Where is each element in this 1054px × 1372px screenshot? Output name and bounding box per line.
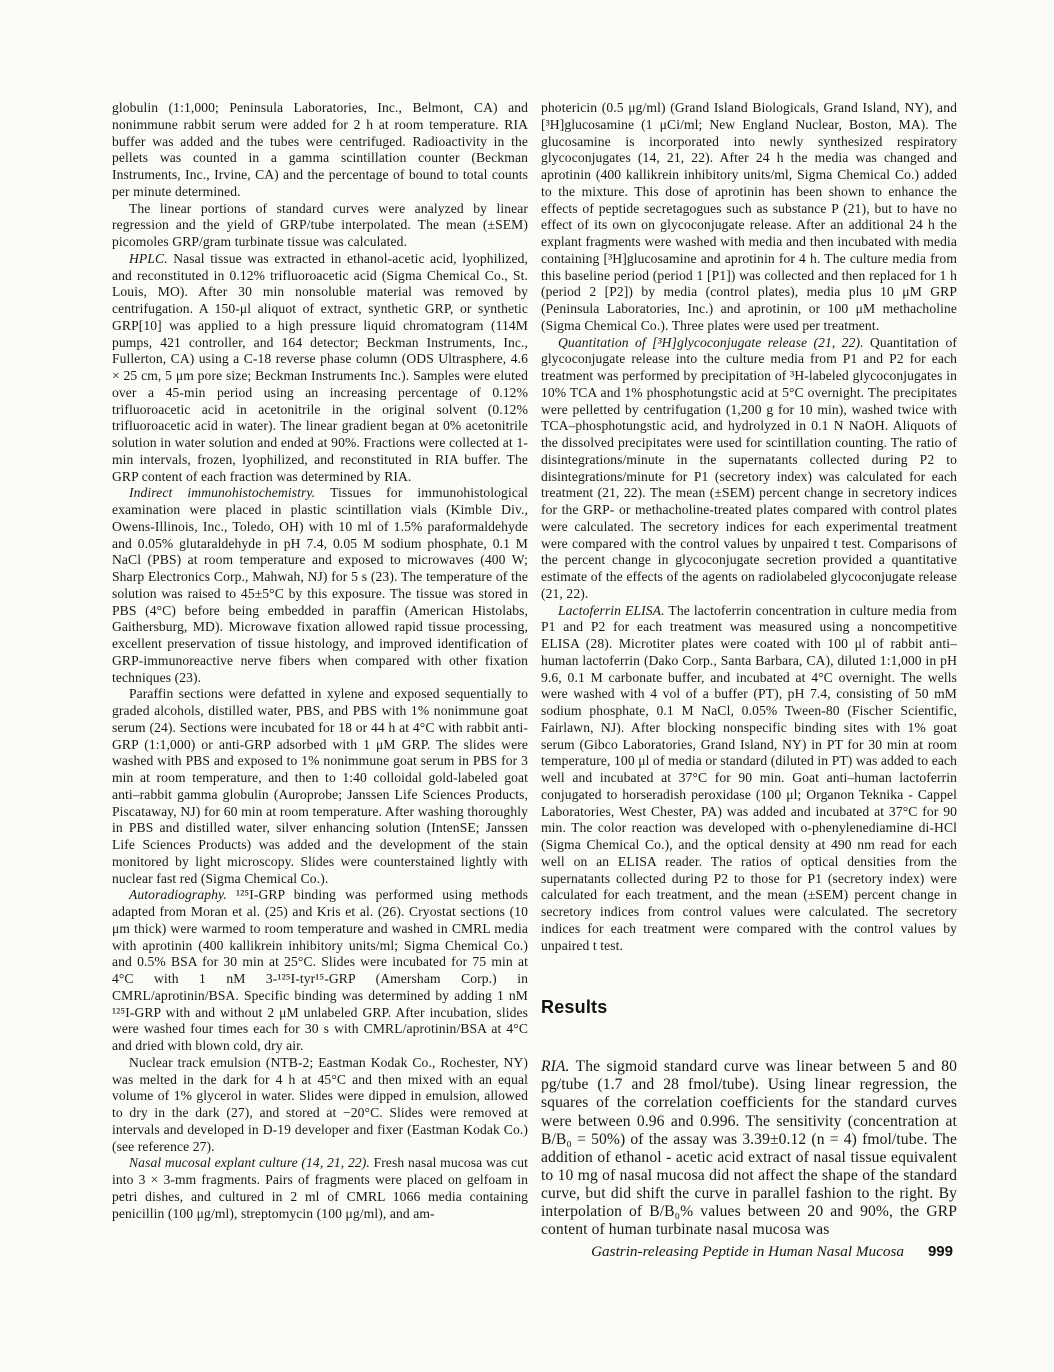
paragraph-lead: RIA. [541,1058,570,1076]
right-column [541,100,957,1239]
paragraph-lead: Autoradiography. [129,887,227,903]
paragraph-text: Quantitation of glycoconjugate release into the culture media from P1 and P2 for each treatment was performed by precipitation of ³H-labeled glycoconjugates in 10% TCA and 1% phosphotungstic acid at 5°C overnight. The precipitates were pelletted by centrifugation (1,200 g for 10 min), washed twice with TCA–phosphotungstic acid, and hydrolyzed in 0.1 N NaOH. Aliquots of the dissolved precipitates were used for scintillation counting. The ratio of disintegrations/minute in the supernatants collected during P2 to disintegrations/minute for P1 (secretory index) was calculated for each treatment (21, 22). The mean (±SEM) percent change in secretory indices for the GRP- or methacholine-treated plates compared with control plates were calculated. The secretory indices for each experimental treatment were compared with the control values by unpaired t test. Comparisons of the percent change in glycoconjugate secretion provided a quantitative estimate of the effects of the agents on radiolabeled glycoconjugate release (21, 22). [541,334,957,601]
paragraph [112,485,528,686]
paragraph-text: The lactoferrin concentration in culture media from P1 and P2 for each treatment was measured using a noncompetitive ELISA (28). Microtiter plates were coated with 100 μl of rabbit anti–human lactoferrin (Dako Corp., Santa Barbara, CA), diluted 1:1,000 in pH 9.6, 0.1 M carbonate buffer, and incubated at 4°C overnight. The wells were washed with 4 vol of a buffer (PT), pH 7.4, consisting of 50 mM sodium phosphate, 0.1 M NaCl, 0.05% Tween-80 (Fischer Scientific, Fairlawn, NJ). After blocking nonspecific binding sites with 1% goat serum (Gibco Laboratories, Grand Island, NY) in PT for 30 min at room temperature, 100 μl of media or standard (diluted in PT) was added to each well and incubated at 37°C for 90 min. Goat anti–human lactoferrin conjugated to horseradish peroxidase (100 μl; Organon Teknika - Cappel Laboratories, West Chester, PA) was added and incubated at 37°C for 90 min. The color reaction was developed with o-phenylenediamine di-HCl (Sigma Chemical Co.), and the optical density at 490 nm read for each well on an ELISA reader. The ratios of optical densities from the supernatants collected during P2 to those for P1 (secretory index) were calculated for each treatment, and the mean (±SEM) percent change in secretory indices from control values were calculated. The secretory indices for each treatment were compared with the control values by unpaired t test. [541,602,957,953]
page-number: 999 [927,1243,953,1260]
paragraph [541,603,957,955]
paragraph-lead: Quantitation of [³H]glycoconjugate release (21, 22). [558,334,864,350]
paragraph [541,335,957,603]
paragraph [112,201,528,251]
paragraph [112,100,528,201]
page-footer [541,1243,953,1261]
paragraph-text: The linear portions of standard curves were analyzed by linear regression and the yield of GRP/tube interpolated. The mean (±SEM) picomoles GRP/gram turbinate tissue was calculated. [112,200,528,249]
paragraph [112,686,528,887]
paragraph [541,100,957,335]
paragraph [112,1055,528,1156]
paragraph-lead: Lactoferrin ELISA. [558,602,665,618]
paragraph-text: Paraffin sections were defatted in xylene and exposed sequentially to graded alcohols, distilled water, PBS, and PBS with 1% nonimmune goat serum (24). Sections were incubated for 18 or 44 h at 4°C with rabbit anti-GRP (1:1,000) or anti-GRP adsorbed with 1 μM GRP. The slides were washed with PBS and exposed to 1% nonimmune goat serum in PBS for 3 min at room temperature, and then to 1:40 colloidal gold-labeled goat anti–rabbit gamma globulin (Auroprobe; Janssen Life Sciences Products, Piscataway, NJ) for 60 min at room temperature. After washing thoroughly in PBS and distilled water, silver enhancing solution (IntenSE; Janssen Life Sciences Products) was added and the development of the stain monitored by light microscopy. Slides were counterstained lightly with nuclear fast red (Sigma Chemical Co.). [112,686,528,886]
paragraph-text: ¹²⁵I-GRP binding was performed using methods adapted from Moran et al. (25) and Kris et al. (26). Cryostat sections (10 μm thick) were warmed to room temperature and washed in CMRL media with aprotinin (400 kallikrein inhibitory units/ml; Sigma Chemical Co.) and 0.5% BSA for 30 min at 25°C. Slides were incubated for 75 min at 4°C with 1 nM 3-¹²⁵I-tyr¹⁵-GRP (Amersham Corp.) in CMRL/aprotinin/BSA. Specific binding was determined by adding 1 nM ¹²⁵I-GRP with and without 2 μM unlabeled GRP. After incubation, slides were washed four times each for 30 s with CMRL/aprotinin/BSA at 4°C and dried with blown cold, dry air. [112,887,529,1053]
paragraph-text: Tissues for immunohistological examination were placed in plastic scintillation vials (Kimble Div., Owens-Illinois, Inc., Toledo, OH) with 10 ml of 1.5% paraformaldehyde and 0.05% glutaraldehyde in pH 7.4, 0.05 M sodium phosphate, 0.1 M NaCl (PBS) at room temperature and exposed to microwaves (400 W; Sharp Electronics Corp., Mahwah, NJ) for 5 s (23). The temperature of the solution was raised to 45±5°C by this exposure. The tissue was stored in PBS (4°C) before being embedded in paraffin (American Histolabs, Gaithersburg, MD). Microwave fixation allowed rapid tissue processing, excellent preservation of tissue histology, and improved identification of GRP-immunoreactive nerve fibers when compared with other fixation techniques (23). [112,485,528,685]
paragraph-lead: Nasal mucosal explant culture (14, 21, 22). [129,1155,370,1171]
paragraph-text: Nuclear track emulsion (NTB-2; Eastman Kodak Co., Rochester, NY) was melted in the dark for 4 h at 45°C and then mixed with an equal volume of 1% glycerol in water. Slides were dipped in emulsion, allowed to dry in the dark (27), and stored at −20°C. Slides were removed at intervals and developed in D-19 developer and fixer (Eastman Kodak Co.) (see reference 27). [112,1054,528,1154]
left-column [112,100,528,1222]
paragraph-text: globulin (1:1,000; Peninsula Laboratories, Inc., Belmont, CA) and nonimmune rabbit serum were added for 2 h at room temperature. RIA buffer was added and the tubes were centrifuged. Radioactivity in the pellets was counted in a gamma scintillation counter (Beckman Instruments, Inc., Irvine, CA) and the percentage of bound to total counts per minute determined. [112,100,528,199]
paragraph [112,251,528,486]
paragraph-lead: HPLC. [129,250,168,266]
paragraph-text: Nasal tissue was extracted in ethanol-acetic acid, lyophilized, and reconstituted in 0.12% trifluoroacetic acid (Sigma Chemical Co., St. Louis, MO). After 30 min nonsoluble material was removed by centrifugation. A 150-μl aliquot of extract, synthetic GRP, or synthetic GRP[10] was applied to a high pressure liquid chromatogram (114M pumps, 421 controller, and 164 detector; Beckman Instruments, Inc., Fullerton, CA) using a C-18 reverse phase column (ODS Ultrasphere, 4.6 × 25 cm, 5 μm pore size; Beckman Instruments Inc.). Samples were eluted over a 45-min period using an increasing percentage of 0.12% trifluoroacetic acid in acetonitrile in the original solvent (0.12% trifluoroacetic acid in water). The linear gradient began at 0% acetonitrile solution in water solution and ended at 90%. Fractions were collected at 1-min intervals, frozen, lyophilized, and reconstituted in RIA buffer. The GRP content of each fraction was determined by RIA. [112,250,528,484]
paragraph [541,1058,957,1239]
paragraph [112,887,528,1055]
running-title: Gastrin-releasing Peptide in Human Nasal Mucosa [591,1243,904,1260]
paragraph [112,1155,528,1222]
section-heading-results: Results [541,997,608,1018]
paragraph-text: The sigmoid standard curve was linear between 5 and 80 pg/tube (1.7 and 28 fmol/tube). Using linear regression, the squares of the correlation coefficients for the standard curves were between 0.96 and 0.996. The sensitivity (concentration at B/B₀ = 50%) of the assay was 3.39±0.12 (n = 4) fmol/tube. The addition of ethanol - acetic acid extract of nasal tissue equivalent to 10 mg of nasal mucosa did not affect the shape of the standard curve, but did shift the curve in parallel fashion to the right. By interpolation of B/B₀% values between 20 and 90%, the GRP content of human turbinate nasal mucosa was [541,1058,958,1239]
paragraph-text: photericin (0.5 μg/ml) (Grand Island Biologicals, Grand Island, NY), and [³H]glucosamine (1 μCi/ml; New England Nuclear, Boston, MA). The glucosamine is incorporated into newly synthesized respiratory glycoconjugates (14, 21, 22). After 24 h the media was changed and aprotinin (400 kallikrein inhibitory units/ml, Sigma Chemical Co.) added to the mixture. This dose of aprotinin has been shown to enhance the effects of peptide secretagogues such as substance P (21), but to have no effect of its own on glycoconjugate release. After an additional 24 h the explant fragments were washed with media and then incubated with media containing [³H]glucosamine and aprotinin for 4 h. The culture media from this baseline period (period 1 [P1]) was collected and then replaced for 1 h (period 2 [P2]) by media (control plates), media plus 10 μM GRP (Peninsula Laboratories, Inc.) and aprotinin, or 100 μM methacholine (Sigma Chemical Co.). Three plates were used per treatment. [541,100,957,333]
paragraph-lead: Indirect immunohistochemistry. [129,485,316,501]
paragraph-text: Fresh nasal mucosa was cut into 3 × 3-mm fragments. Pairs of fragments were placed on gelfoam in petri dishes, and cultured in 2 ml of CMRL 1066 media containing penicillin (100 μg/ml), streptomycin (100 μg/ml), and am- [112,1155,528,1221]
